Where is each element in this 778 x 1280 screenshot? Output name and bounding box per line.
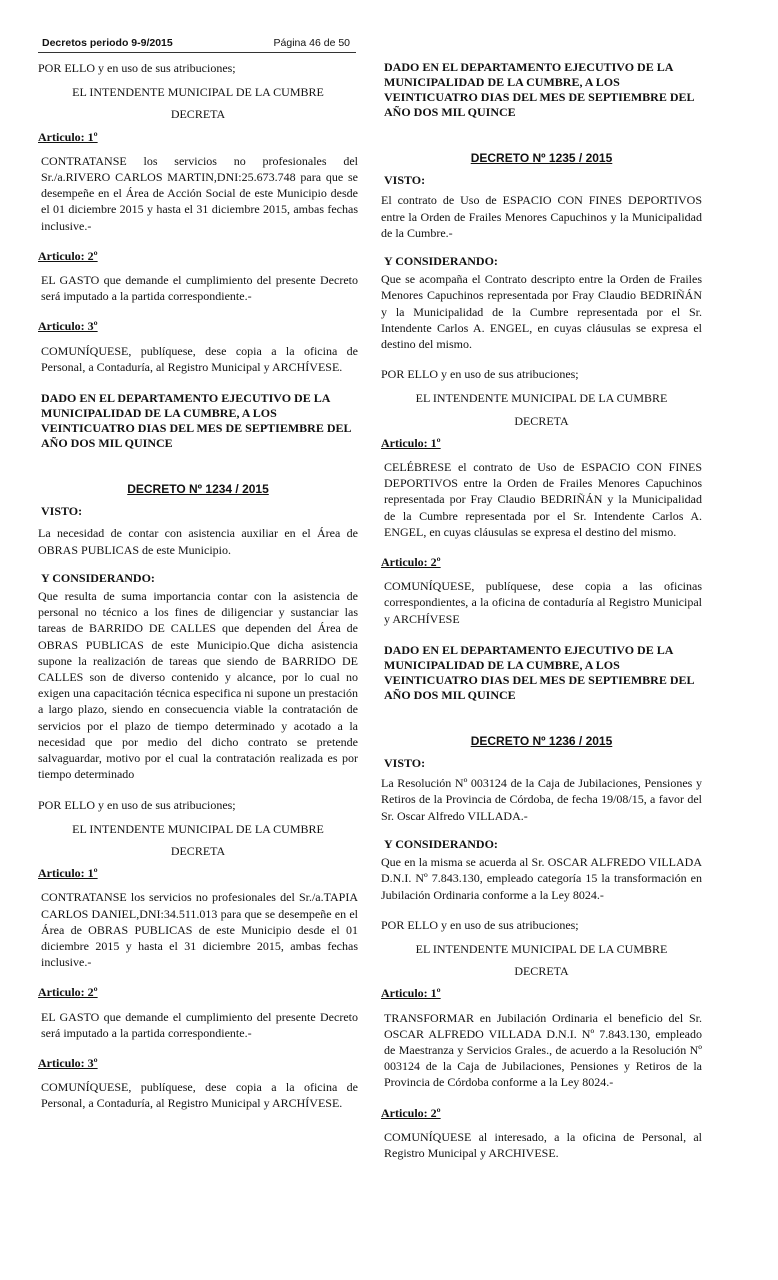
visto-text: La Resolución Nº 003124 de la Caja de Jubilaciones, Pensiones y Retiros de la Provincia de Córdoba, de fecha 19/08/15, a favor del Sr. Oscar Alfredo VILLADA.- (381, 776, 702, 823)
por-ello-text: POR ELLO y en uso de sus atribuciones; (38, 797, 236, 812)
article-2-text: EL GASTO que demande el cumplimiento del presente Decreto será imputado a la partida correspondiente.- (41, 273, 358, 304)
considerando-text: Que en la misma se acuerda al Sr. OSCAR ALFREDO VILLADA D.N.I. Nº 7.843.130, empleado categoría 15 la transformación en Jubilación Ordinaria conforme a la Ley 8024.- (381, 855, 702, 902)
dado-en-block: DADO EN EL DEPARTAMENTO EJECUTIVO DE LA MUNICIPALIDAD DE LA CUMBRE, A LOS VEINTICUATRO DIAS DEL MES DE SEPTIEMBRE DEL AÑO DOS MIL QUINCE (41, 391, 351, 451)
article-2-text: EL GASTO que demande el cumplimiento del presente Decreto será imputado a la partida correspondiente.- (41, 1009, 358, 1040)
article-2-title: Articulo: 2º (38, 985, 98, 1000)
page-header (38, 34, 356, 53)
article-2-text: COMUNÍQUESE, publíquese, dese copia a las oficinas correspondientes, a la oficina de contaduría al Registro Municipal y ARCHÍVESE (384, 579, 702, 626)
header-page-number: Página 46 de 50 (273, 37, 350, 49)
article-3-title: Articulo: 3º (38, 1055, 98, 1070)
por-ello-text: POR ELLO y en uso de sus atribuciones; (381, 917, 579, 932)
article-1-title: Articulo: 1º (381, 435, 441, 450)
article-1-text: TRANSFORMAR en Jubilación Ordinaria el beneficio del Sr. OSCAR ALFREDO VILLADA D.N.I. Nº 7.843.130, empleado de Maestranza y Servicios Grales., de acuerdo a la Resolución Nº 003124 de la Caja de Jubilaciones, Pensiones y Retiros de la Provincia de Córdoba conforme a la Ley 8024.- (384, 1010, 702, 1090)
visto-text: El contrato de Uso de ESPACIO CON FINES DEPORTIVOS entre la Orden de Frailes Menores Capuchinos y la Municipalidad de la Cumbre.- (381, 193, 702, 240)
article-2-title: Articulo: 2º (38, 248, 98, 263)
left-column (38, 60, 358, 1112)
visto-label: VISTO: (384, 173, 426, 188)
intendente-line: EL INTENDENTE MUNICIPAL DE LA CUMBRE (415, 391, 668, 406)
decree-1234-heading: DECRETO Nº 1234 / 2015 (127, 482, 269, 497)
article-1-title: Articulo: 1º (381, 986, 441, 1001)
intendente-line: EL INTENDENTE MUNICIPAL DE LA CUMBRE (72, 821, 324, 836)
article-3-text: COMUNÍQUESE, publíquese, dese copia a la oficina de Personal, a Contaduría, al Registro Municipal y ARCHÍVESE. (41, 343, 358, 374)
article-3-title: Articulo: 3º (38, 319, 98, 334)
visto-label: VISTO: (384, 756, 426, 771)
intendente-line: EL INTENDENTE MUNICIPAL DE LA CUMBRE (415, 941, 668, 956)
considerando-text: Que resulta de suma importancia contar con la asistencia de personal no técnico a los fines de diligenciar y sustanciar las tareas de BARRIDO DE CALLES que dependen del Área de OBRAS PUBLICAS de este Municipio.Que dicha asistencia supone la realización de tareas que siendo de BARRIDO DE CALLES son de diverso contenido y alcance, por lo cual no exigen una capacitación técnica especifica ni supone un prestación a largo plazo, siendo en consecuencia viable la contratación de servicios por el plazo de tiempo determinado y acotado a la necesidad que por medio del dicho contrato se pretende salvaguardar, motivo por el cual la contratación realizada es por tiempo determinado (38, 589, 358, 782)
article-2-title: Articulo: 2º (381, 555, 441, 570)
visto-label: VISTO: (41, 504, 83, 519)
decreta-line: DECRETA (170, 107, 226, 122)
considerando-text: Que se acompaña el Contrato descripto entre la Orden de Frailes Menores Capuchinos representada por Fray Claudio BEDRIÑÁN y la Municipalidad de la Cumbre representada por el Sr. Intendente Carlos A. ENGEL, en cuyas cláusulas se expresa el destino del mismo. (381, 272, 702, 352)
article-2-title: Articulo: 2º (381, 1105, 441, 1120)
dado-en-block: DADO EN EL DEPARTAMENTO EJECUTIVO DE LA MUNICIPALIDAD DE LA CUMBRE, A LOS VEINTICUATRO DIAS DEL MES DE SEPTIEMBRE DEL AÑO DOS MIL QUINCE (384, 642, 694, 702)
dado-en-block: DADO EN EL DEPARTAMENTO EJECUTIVO DE LA MUNICIPALIDAD DE LA CUMBRE, A LOS VEINTICUATRO DIAS DEL MES DE SEPTIEMBRE DEL AÑO DOS MIL QUINCE (384, 60, 694, 119)
por-ello-text: POR ELLO y en uso de sus atribuciones; (38, 61, 236, 75)
intendente-line: EL INTENDENTE MUNICIPAL DE LA CUMBRE (72, 85, 324, 100)
considerando-label: Y CONSIDERANDO: (384, 254, 498, 269)
article-1-text: CELÉBRESE el contrato de Uso de ESPACIO CON FINES DEPORTIVOS entre la Orden de Frailes Menores Capuchinos representada por Fray Claudio BEDRIÑÁN y la Municipalidad de la Cumbre representada por el Sr. Intendente Carlos A. ENGEL, en cuyas cláusulas se expresa el destino del mismo. (384, 460, 702, 539)
decree-1235-heading: DECRETO Nº 1235 / 2015 (470, 151, 613, 165)
header-period: Decretos periodo 9-9/2015 (42, 37, 173, 49)
right-column (381, 60, 702, 1161)
article-1-text: CONTRATANSE los servicios no profesionales del Sr./a.TAPIA CARLOS DANIEL,DNI:34.511.013 para que se desempeñe en el Área de OBRAS PUBLICAS de este Municipio desde el 01 diciembre 2015 y hasta el 31 diciembre 2015, ambas fechas inclusive.- (41, 890, 358, 970)
article-2-text: COMUNÍQUESE al interesado, a la oficina de Personal, al Registro Municipal y ARCHIVESE. (384, 1129, 702, 1160)
decreta-line: DECRETA (514, 964, 569, 979)
considerando-label: Y CONSIDERANDO: (384, 836, 498, 851)
article-1-title: Articulo: 1º (38, 866, 98, 881)
considerando-label: Y CONSIDERANDO: (41, 570, 155, 585)
por-ello-text: POR ELLO y en uso de sus atribuciones; (381, 367, 579, 382)
article-3-text: COMUNÍQUESE, publíquese, dese copia a la oficina de Personal, a Contaduría, al Registro Municipal y ARCHÍVESE. (41, 1080, 358, 1111)
article-1-title: Articulo: 1º (38, 129, 98, 144)
article-1-text: CONTRATANSE los servicios no profesionales del Sr./a.RIVERO CARLOS MARTIN,DNI:25.673.748 para que se desempeñe en el Área de Acción Social de este Municipio desde el 01 diciembre 2015 y hasta el 31 diciembre 2015, ambas fechas inclusive.- (41, 153, 358, 233)
visto-text: La necesidad de contar con asistencia auxiliar en el Área de OBRAS PUBLICAS de este Municipio. (38, 526, 358, 557)
decreta-line: DECRETA (514, 413, 569, 428)
decreta-line: DECRETA (170, 843, 226, 858)
decree-1236-heading: DECRETO Nº 1236 / 2015 (470, 733, 613, 748)
